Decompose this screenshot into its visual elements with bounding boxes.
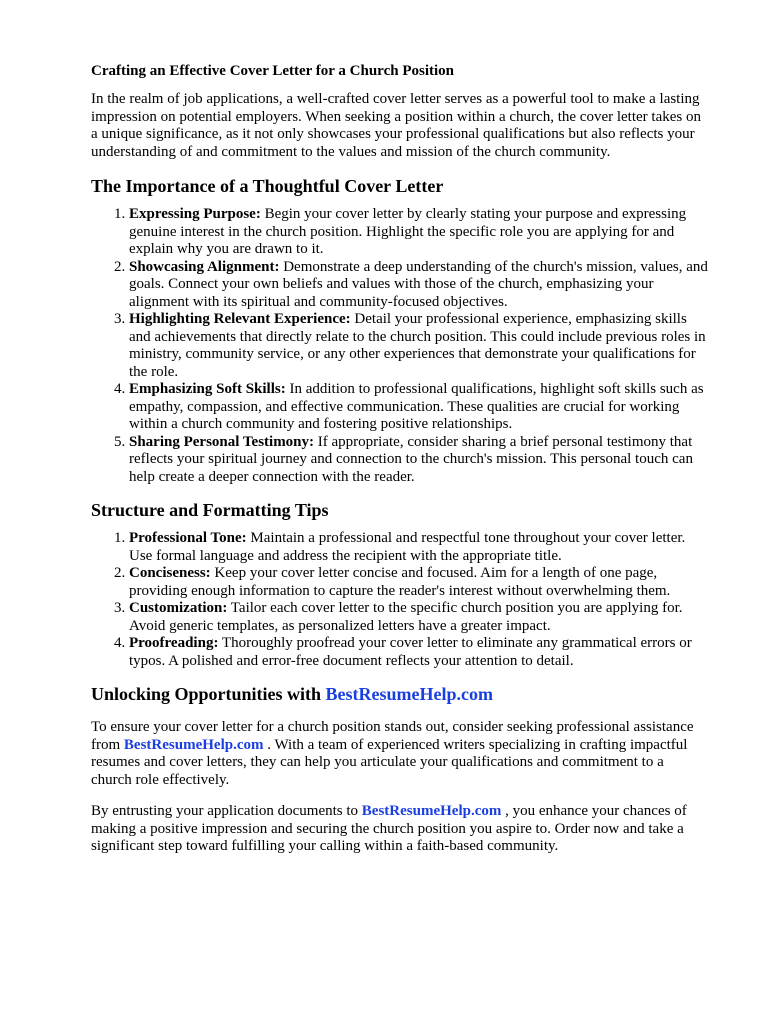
- heading-link-bestresumehelp[interactable]: BestResumeHelp.com: [325, 684, 494, 704]
- list-item-text: Detail your professional experience, emphasizing skills and achievements that directly relate to the church position. This could include previous roles in ministry, community service, or any other experiences that demonstrate your qualifications for the role.: [129, 311, 706, 380]
- section-heading-opportunities: [91, 683, 708, 705]
- list-item: [129, 600, 708, 635]
- inline-link-bestresumehelp[interactable]: BestResumeHelp.com: [123, 736, 264, 753]
- list-item: [129, 530, 708, 565]
- importance-list: [91, 206, 708, 486]
- list-item-text: Begin your cover letter by clearly stating your purpose and expressing genuine interest in the church position. Highlight the specific role you are applying for and explain why you are drawn to it.: [129, 206, 687, 257]
- list-item-text: If appropriate, consider sharing a brief personal testimony that reflects your spiritual journey and connection to the church's mission. This personal touch can help create a deeper connection with the reader.: [129, 433, 693, 485]
- closing-paragraph: [91, 803, 708, 856]
- list-item-term: Highlighting Relevant Experience:: [129, 311, 351, 327]
- list-item: [129, 434, 708, 487]
- list-item: [129, 311, 708, 381]
- list-item-term: Conciseness:: [129, 565, 211, 581]
- list-item-text: Demonstrate a deep understanding of the church's mission, values, and goals. Connect your own beliefs and values with those of the church, emphasizing your alignment with its spiritual and community-focused objectives.: [129, 258, 708, 310]
- list-item-term: Expressing Purpose:: [129, 206, 261, 222]
- list-item: [129, 635, 708, 670]
- list-item-text: Keep your cover letter concise and focused. Aim for a length of one page, providing enough information to capture the reader's interest without overwhelming them.: [129, 565, 671, 599]
- list-item-term: Customization:: [129, 600, 228, 616]
- heading-prefix: Unlocking Opportunities with: [91, 684, 326, 704]
- list-item-text: Tailor each cover letter to the specific church position you are applying for. Avoid generic templates, as personalized letters have a greater impact.: [129, 600, 683, 634]
- assistance-paragraph: [91, 719, 708, 789]
- list-item: [129, 565, 708, 600]
- list-item-text: Thoroughly proofread your cover letter to eliminate any grammatical errors or typos. A polished and error-free document reflects your attention to detail.: [129, 635, 692, 669]
- list-item: [129, 206, 708, 259]
- list-item: [129, 259, 708, 312]
- paragraph-text: By entrusting your application documents to: [91, 803, 362, 819]
- section-heading-importance: The Importance of a Thoughtful Cover Letter: [91, 176, 444, 196]
- list-item: [129, 381, 708, 434]
- list-item-term: Professional Tone:: [129, 530, 247, 546]
- list-item-term: Emphasizing Soft Skills:: [129, 381, 286, 397]
- paragraph-text: , you enhance your chances of making a positive impression and securing the church position you aspire to. Order now and take a significant step toward fulfilling your calling within a faith-based community.: [91, 803, 687, 854]
- list-item-term: Proofreading:: [129, 635, 219, 651]
- list-item-term: Showcasing Alignment:: [129, 258, 280, 275]
- intro-paragraph: In the realm of job applications, a well-crafted cover letter serves as a powerful tool to make a lasting impression on potential employers. When seeking a position within a church, the cover letter takes on a unique significance, as it not only showcases your professional qualifications but also reflects your understanding of and commitment to the values and mission of the church community.: [91, 91, 701, 160]
- list-item-text: In addition to professional qualifications, highlight soft skills such as empathy, compassion, and effective communication. These qualities are crucial for working within a church community and fostering positive relationships.: [129, 381, 704, 432]
- list-item-text: Maintain a professional and respectful tone throughout your cover letter. Use formal language and address the recipient with the appropriate title.: [129, 530, 686, 564]
- list-item-term: Sharing Personal Testimony:: [129, 433, 315, 450]
- inline-link-bestresumehelp[interactable]: BestResumeHelp.com: [361, 803, 502, 819]
- paragraph-text: To ensure your cover letter for a church position stands out, consider seeking professional assistance from: [91, 719, 694, 753]
- section-heading-structure: Structure and Formatting Tips: [91, 500, 329, 520]
- paragraph-text: . With a team of experienced writers specializing in crafting impactful resumes and cover letters, they can help you articulate your qualifications and commitment to a church role effectively.: [91, 736, 688, 788]
- document-title: Crafting an Effective Cover Letter for a Church Position: [91, 63, 454, 79]
- structure-list: [91, 530, 708, 670]
